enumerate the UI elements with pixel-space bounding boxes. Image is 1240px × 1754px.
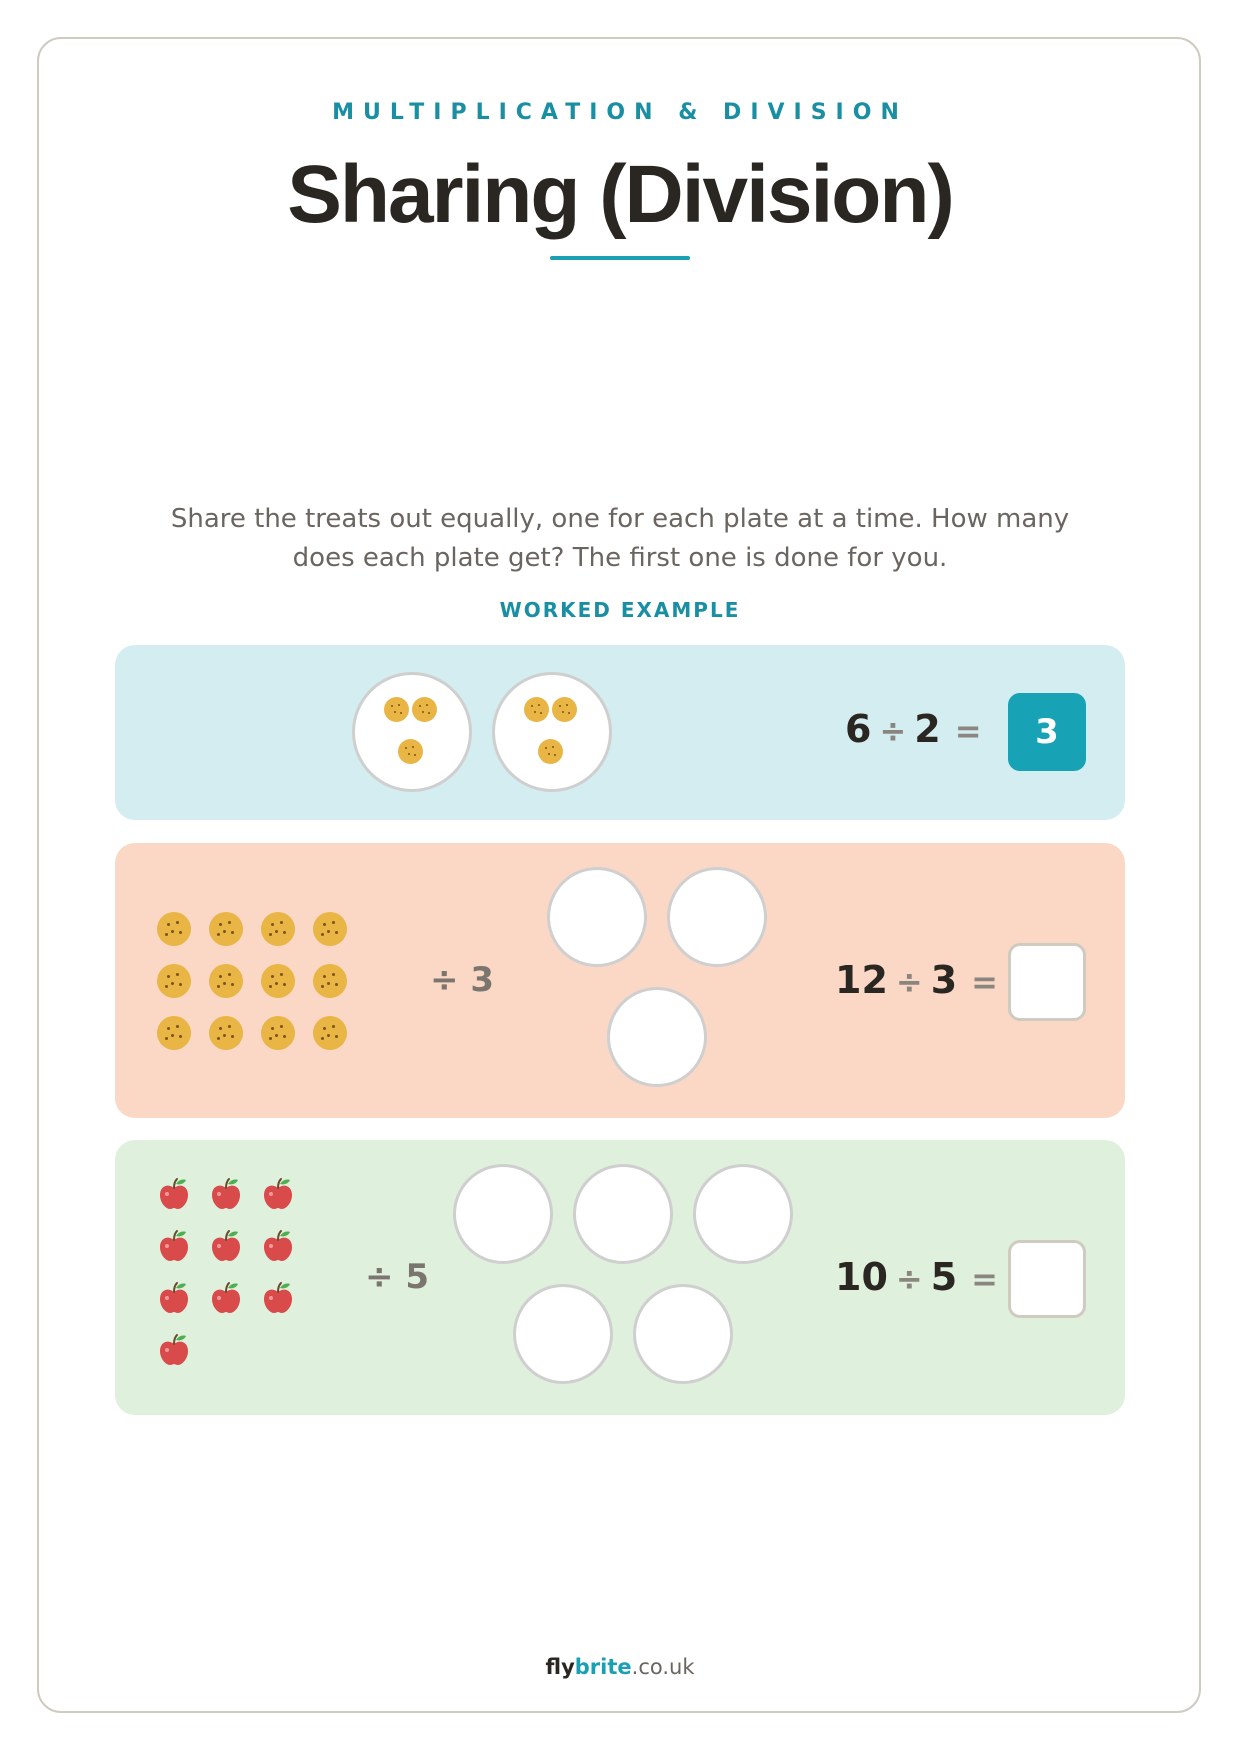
- divide-sign: ÷: [895, 963, 923, 1001]
- plate-icon[interactable]: [667, 867, 767, 967]
- cookie-icon: [261, 912, 295, 946]
- apple-icon: [261, 1177, 295, 1211]
- cookie-icon: [261, 964, 295, 998]
- apple-icon: [157, 1229, 191, 1263]
- worked-example-panel: [115, 645, 1125, 820]
- footer-brand[interactable]: [0, 1655, 1240, 1679]
- worked-example-label: WORKED EXAMPLE: [499, 598, 741, 622]
- cookie-icon: [412, 697, 437, 722]
- cookie-icon: [209, 912, 243, 946]
- dividend: 6: [845, 707, 872, 751]
- cookie-icon: [209, 1016, 243, 1050]
- cookie-icon: [261, 1016, 295, 1050]
- apple-icon: [261, 1281, 295, 1315]
- apple-icon: [157, 1333, 191, 1367]
- plate-icon[interactable]: [693, 1164, 793, 1264]
- divide-by-label: ÷ 3: [430, 960, 494, 1000]
- answer-box[interactable]: [1008, 943, 1086, 1021]
- plate-icon[interactable]: [607, 987, 707, 1087]
- category-label: MULTIPLICATION & DIVISION: [332, 100, 908, 125]
- apple-icon: [157, 1281, 191, 1315]
- dividend: 10: [835, 1255, 888, 1299]
- plate-icon[interactable]: [547, 867, 647, 967]
- cookie-icon: [313, 964, 347, 998]
- divide-sign: ÷: [879, 712, 907, 750]
- apple-icon: [209, 1281, 243, 1315]
- equation: [835, 1255, 998, 1299]
- equals-sign: =: [954, 712, 982, 750]
- cookie-icon: [398, 739, 423, 764]
- cookie-icon: [313, 1016, 347, 1050]
- brand-domain: .co.uk: [631, 1655, 695, 1679]
- equals-sign: =: [971, 963, 998, 1001]
- apple-icon: [209, 1177, 243, 1211]
- plate-icon: [352, 672, 472, 792]
- cookie-icon: [157, 964, 191, 998]
- divisor: 2: [914, 707, 941, 751]
- divide-sign: ÷: [895, 1260, 923, 1298]
- equals-sign: =: [971, 1260, 998, 1298]
- brand-name-fly: fly: [545, 1655, 575, 1679]
- brand-name-brite: brite: [574, 1655, 632, 1679]
- plate-icon[interactable]: [633, 1284, 733, 1384]
- divisor: 3: [930, 958, 958, 1002]
- problem-panel-cookies: [115, 843, 1125, 1118]
- cookie-icon: [209, 964, 243, 998]
- equation: [845, 707, 982, 751]
- answer-box[interactable]: [1008, 1240, 1086, 1318]
- cookie-icon: [313, 912, 347, 946]
- cookie-icon: [157, 912, 191, 946]
- plate-icon: [492, 672, 612, 792]
- equation: [835, 958, 998, 1002]
- apple-icon: [209, 1229, 243, 1263]
- divide-by-label: ÷ 5: [365, 1257, 429, 1297]
- title-underline: [550, 256, 690, 260]
- plate-icon[interactable]: [513, 1284, 613, 1384]
- cookie-icon: [384, 697, 409, 722]
- plate-icon[interactable]: [573, 1164, 673, 1264]
- instructions-text: Share the treats out equally, one for each plate at a time. How many does each plate get? The first one is done for you.: [170, 504, 1070, 573]
- problem-panel-apples: [115, 1140, 1125, 1415]
- cookie-icon: [157, 1016, 191, 1050]
- cookie-icon: [538, 739, 563, 764]
- apple-icon: [157, 1177, 191, 1211]
- plate-icon[interactable]: [453, 1164, 553, 1264]
- page-title: Sharing (Division): [287, 149, 953, 240]
- apple-icon: [261, 1229, 295, 1263]
- cookie-icon: [552, 697, 577, 722]
- answer-box: 3: [1008, 693, 1086, 771]
- dividend: 12: [835, 958, 888, 1002]
- divisor: 5: [930, 1255, 958, 1299]
- cookie-icon: [524, 697, 549, 722]
